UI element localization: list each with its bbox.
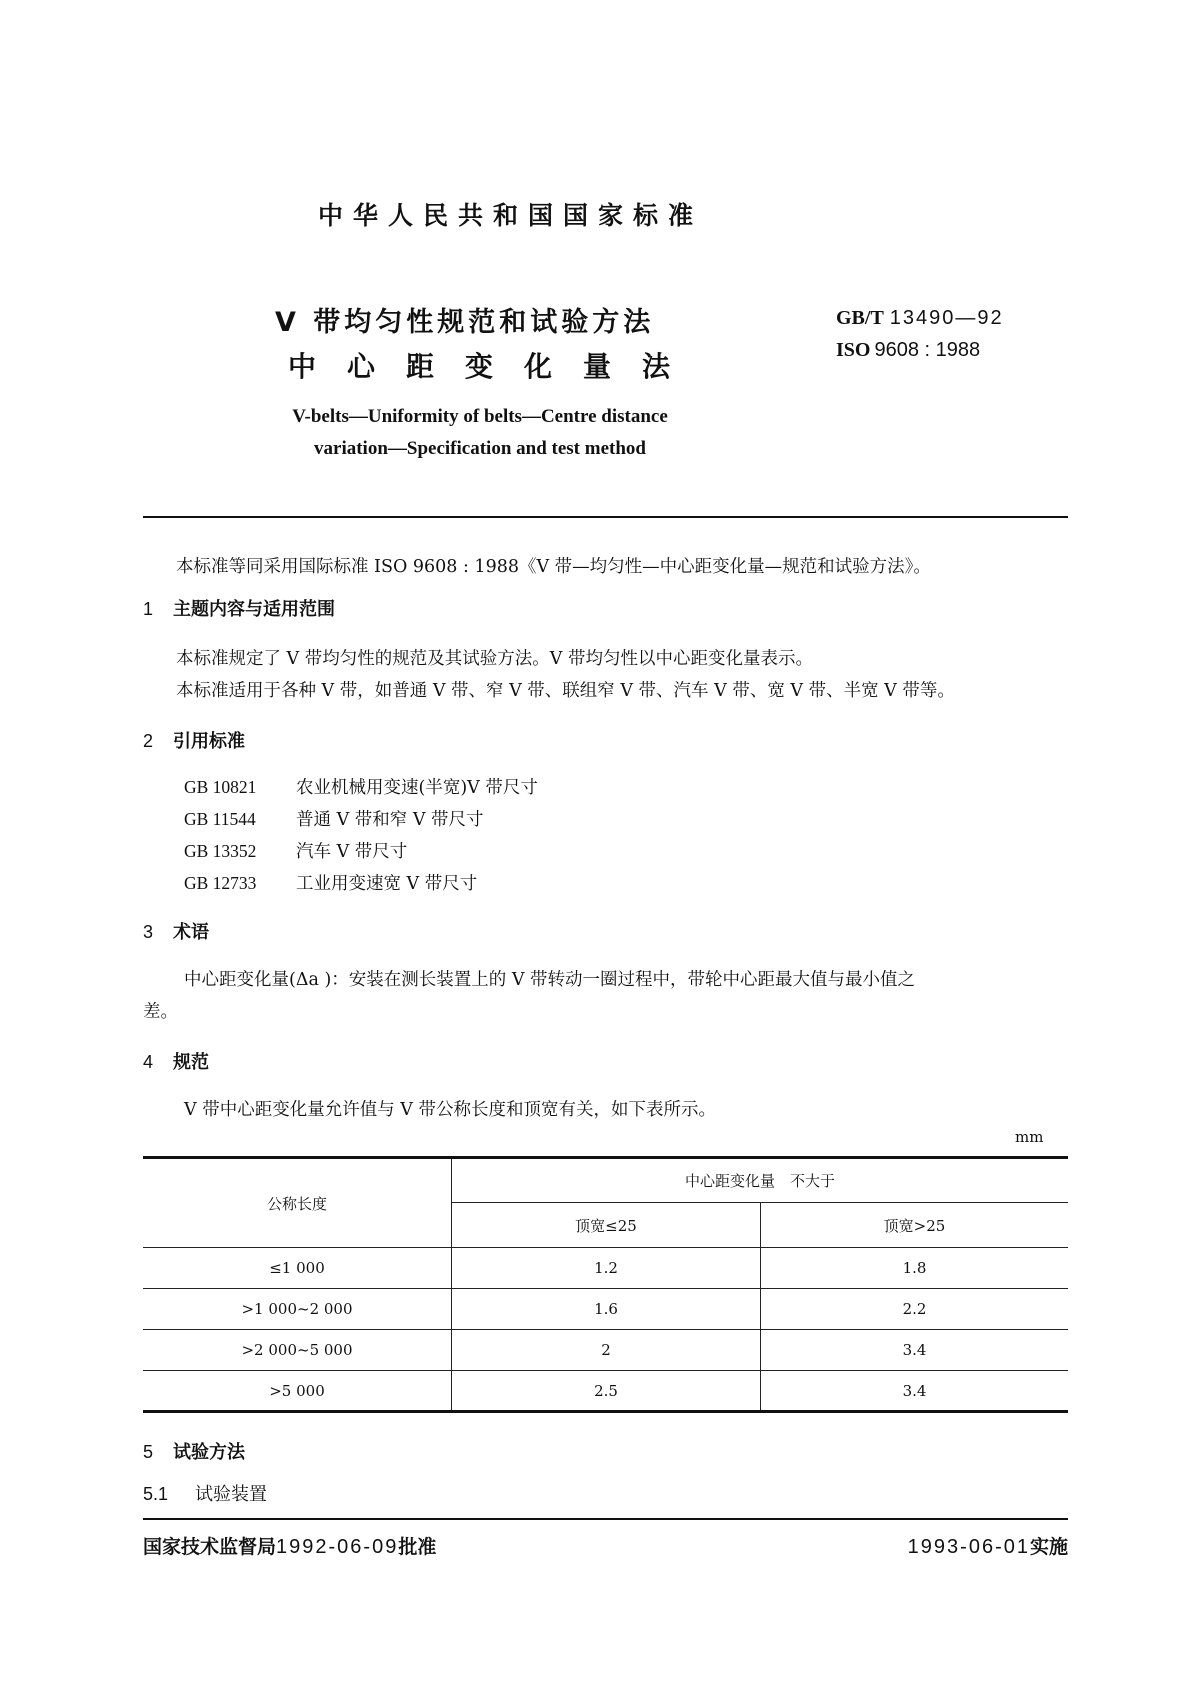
cell-gt-25: 1.8 [761, 1248, 1069, 1289]
title-en-line2: variation—Specification and test method [314, 438, 646, 459]
table-row [143, 1289, 1068, 1330]
cell-length: >1 000~2 000 [143, 1289, 452, 1330]
cell-le-25: 2 [452, 1330, 761, 1371]
section-3-definition-line2: 差。 [143, 1002, 178, 1022]
title-cn-line2: 中心距变化量法 [288, 350, 702, 383]
reference-title: 工业用变速宽 V 带尺寸 [296, 874, 478, 894]
section-5-heading [143, 1438, 245, 1464]
header-center-distance-variation: 中心距变化量 不大于 [452, 1158, 1069, 1203]
section-4-title: 规范 [173, 1052, 209, 1073]
cell-gt-25: 2.2 [761, 1289, 1069, 1330]
section-2-heading [143, 727, 245, 753]
table-unit: mm [1015, 1128, 1044, 1146]
national-standard-text: 中华人民共和国国家标准 [317, 201, 703, 230]
title-cn-line1: V 带均匀性规范和试验方法 [275, 307, 655, 338]
cell-le-25: 1.6 [452, 1289, 761, 1330]
section-1-title: 主题内容与适用范围 [173, 599, 335, 620]
reference-title: 汽车 V 带尺寸 [296, 842, 408, 862]
reference-title: 农业机械用变速(半宽)V 带尺寸 [296, 778, 538, 798]
section-3-title: 术语 [173, 922, 209, 943]
footer-rule [143, 1518, 1068, 1520]
approval-info [143, 1532, 436, 1559]
cell-length: >2 000~5 000 [143, 1330, 452, 1371]
approved-label: 批准 [398, 1536, 437, 1558]
reference-title: 普通 V 带和窄 V 带尺寸 [296, 810, 484, 830]
section-5-title: 试验方法 [173, 1442, 245, 1463]
section-4-heading [143, 1048, 209, 1074]
cell-gt-25: 3.4 [761, 1330, 1069, 1371]
section-4-number: 4 [143, 1052, 154, 1072]
reference-code: GB 10821 [184, 777, 257, 797]
reference-item [184, 806, 484, 831]
center-distance-variation-table [143, 1156, 1068, 1413]
cell-length: ≤1 000 [143, 1248, 452, 1289]
header-top-width-gt-25: 顶宽>25 [761, 1203, 1069, 1248]
cell-le-25: 1.2 [452, 1248, 761, 1289]
section-3-heading [143, 918, 209, 944]
cell-gt-25: 3.4 [761, 1371, 1069, 1412]
intro-paragraph: 本标准等同采用国际标准 ISO 9608 : 1988《V 带—均匀性—中心距变化量—规范和试验方法》。 [176, 557, 931, 577]
approved-date: 1992-06-09 [276, 1536, 399, 1558]
cell-length: >5 000 [143, 1371, 452, 1412]
national-standard-banner [0, 196, 1191, 232]
table-row [143, 1371, 1068, 1412]
effective-label: 实施 [1029, 1536, 1068, 1558]
effective-info [908, 1532, 1068, 1559]
title-en-line1: V-belts—Uniformity of belts—Centre distance [292, 406, 668, 427]
table-row [143, 1330, 1068, 1371]
iso-number [836, 337, 980, 362]
section-5-1-number: 5.1 [143, 1484, 169, 1504]
reference-item [184, 870, 477, 895]
header-nominal-length: 公称长度 [143, 1158, 452, 1248]
header-rule [143, 516, 1068, 518]
section-1-para-2: 本标准适用于各种 V 带，如普通 V 带、窄 V 带、联组窄 V 带、汽车 V 带、宽 V 带、半宽 V 带等。 [176, 681, 955, 701]
effective-date: 1993-06-01 [907, 1536, 1030, 1558]
cell-le-25: 2.5 [452, 1371, 761, 1412]
section-5-1-title: 试验装置 [195, 1484, 267, 1505]
section-5-number: 5 [143, 1442, 154, 1462]
reference-code: GB 11544 [184, 809, 256, 829]
standard-number [836, 305, 1004, 330]
section-1-para-1: 本标准规定了 V 带均匀性的规范及其试验方法。V 带均匀性以中心距变化量表示。 [176, 649, 813, 669]
iso-prefix: ISO [836, 339, 871, 361]
section-5-1-heading [143, 1480, 267, 1506]
reference-code: GB 13352 [184, 841, 257, 861]
section-3-definition-line1: 中心距变化量(Δa )：安装在测长装置上的 V 带转动一圈过程中，带轮中心距最大值与最小值之 [184, 970, 916, 990]
section-4-paragraph: V 带中心距变化量允许值与 V 带公称长度和顶宽有关，如下表所示。 [184, 1100, 716, 1120]
iso-number-value: 9608 : 1988 [874, 339, 981, 361]
section-1-number: 1 [143, 599, 154, 619]
standard-number-value: 13490—92 [889, 307, 1004, 329]
section-2-title: 引用标准 [173, 731, 245, 752]
reference-item [184, 774, 538, 799]
section-3-number: 3 [143, 922, 154, 942]
section-1-heading [143, 595, 335, 621]
table-row [143, 1248, 1068, 1289]
reference-code: GB 12733 [184, 873, 257, 893]
reference-item [184, 838, 407, 863]
header-top-width-le-25: 顶宽≤25 [452, 1203, 761, 1248]
standard-prefix: GB/T [836, 307, 884, 329]
section-2-number: 2 [143, 731, 154, 751]
approved-by: 国家技术监督局 [143, 1536, 277, 1558]
